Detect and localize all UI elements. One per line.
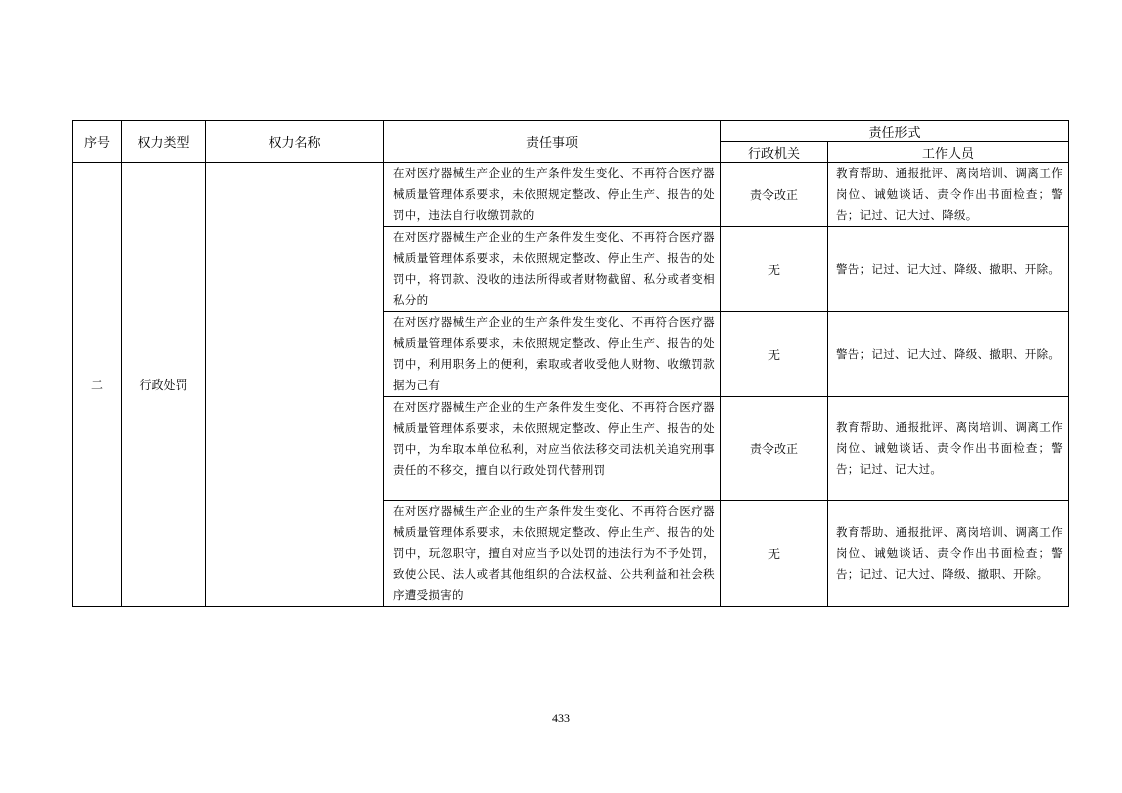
matter-cell: 在对医疗器械生产企业的生产条件发生变化、不再符合医疗器械质量管理体系要求，未依照规定整改、停止生产、报告的处罚中，为牟取本单位私利，对应当依法移交司法机关追究刑事责任的不移交，擅自以行政处罚代替刑罚 <box>384 397 721 501</box>
admin-cell: 无 <box>721 227 828 312</box>
header-admin-org: 行政机关 <box>721 142 828 163</box>
staff-cell: 教育帮助、通报批评、离岗培训、调离工作岗位、诫勉谈话、责令作出书面检查；警告；记过、记大过。 <box>828 397 1069 501</box>
table-row <box>73 163 1069 227</box>
header-responsibility-form: 责任形式 <box>721 121 1069 142</box>
header-row-1 <box>73 121 1069 142</box>
staff-cell: 警告；记过、记大过、降级、撤职、开除。 <box>828 312 1069 397</box>
matter-cell: 在对医疗器械生产企业的生产条件发生变化、不再符合医疗器械质量管理体系要求，未依照规定整改、停止生产、报告的处罚中，违法自行收缴罚款的 <box>384 163 721 227</box>
admin-cell: 无 <box>721 501 828 607</box>
power-type-cell: 行政处罚 <box>122 163 206 607</box>
seq-cell: 二 <box>73 163 122 607</box>
power-name-cell <box>206 163 384 607</box>
header-matter: 责任事项 <box>384 121 721 163</box>
header-power-name: 权力名称 <box>206 121 384 163</box>
staff-cell: 教育帮助、通报批评、离岗培训、调离工作岗位、诫勉谈话、责令作出书面检查；警告；记过、记大过、降级。 <box>828 163 1069 227</box>
admin-cell: 责令改正 <box>721 397 828 501</box>
admin-cell: 无 <box>721 312 828 397</box>
staff-cell: 警告；记过、记大过、降级、撤职、开除。 <box>828 227 1069 312</box>
header-power-type: 权力类型 <box>122 121 206 163</box>
page-number: 433 <box>552 711 570 725</box>
header-seq: 序号 <box>73 121 122 163</box>
responsibility-table <box>72 120 1069 607</box>
matter-cell: 在对医疗器械生产企业的生产条件发生变化、不再符合医疗器械质量管理体系要求，未依照规定整改、停止生产、报告的处罚中，利用职务上的便利，索取或者收受他人财物、收缴罚款据为己有 <box>384 312 721 397</box>
matter-cell: 在对医疗器械生产企业的生产条件发生变化、不再符合医疗器械质量管理体系要求，未依照规定整改、停止生产、报告的处罚中，玩忽职守，擅自对应当予以处罚的违法行为不予处罚，致使公民、法人或者其他组织的合法权益、公共利益和社会秩序遭受损害的 <box>384 501 721 607</box>
matter-cell: 在对医疗器械生产企业的生产条件发生变化、不再符合医疗器械质量管理体系要求，未依照规定整改、停止生产、报告的处罚中，将罚款、没收的违法所得或者财物截留、私分或者变相私分的 <box>384 227 721 312</box>
admin-cell: 责令改正 <box>721 163 828 227</box>
header-staff: 工作人员 <box>828 142 1069 163</box>
staff-cell: 教育帮助、通报批评、离岗培训、调离工作岗位、诫勉谈话、责令作出书面检查；警告；记过、记大过、降级、撤职、开除。 <box>828 501 1069 607</box>
